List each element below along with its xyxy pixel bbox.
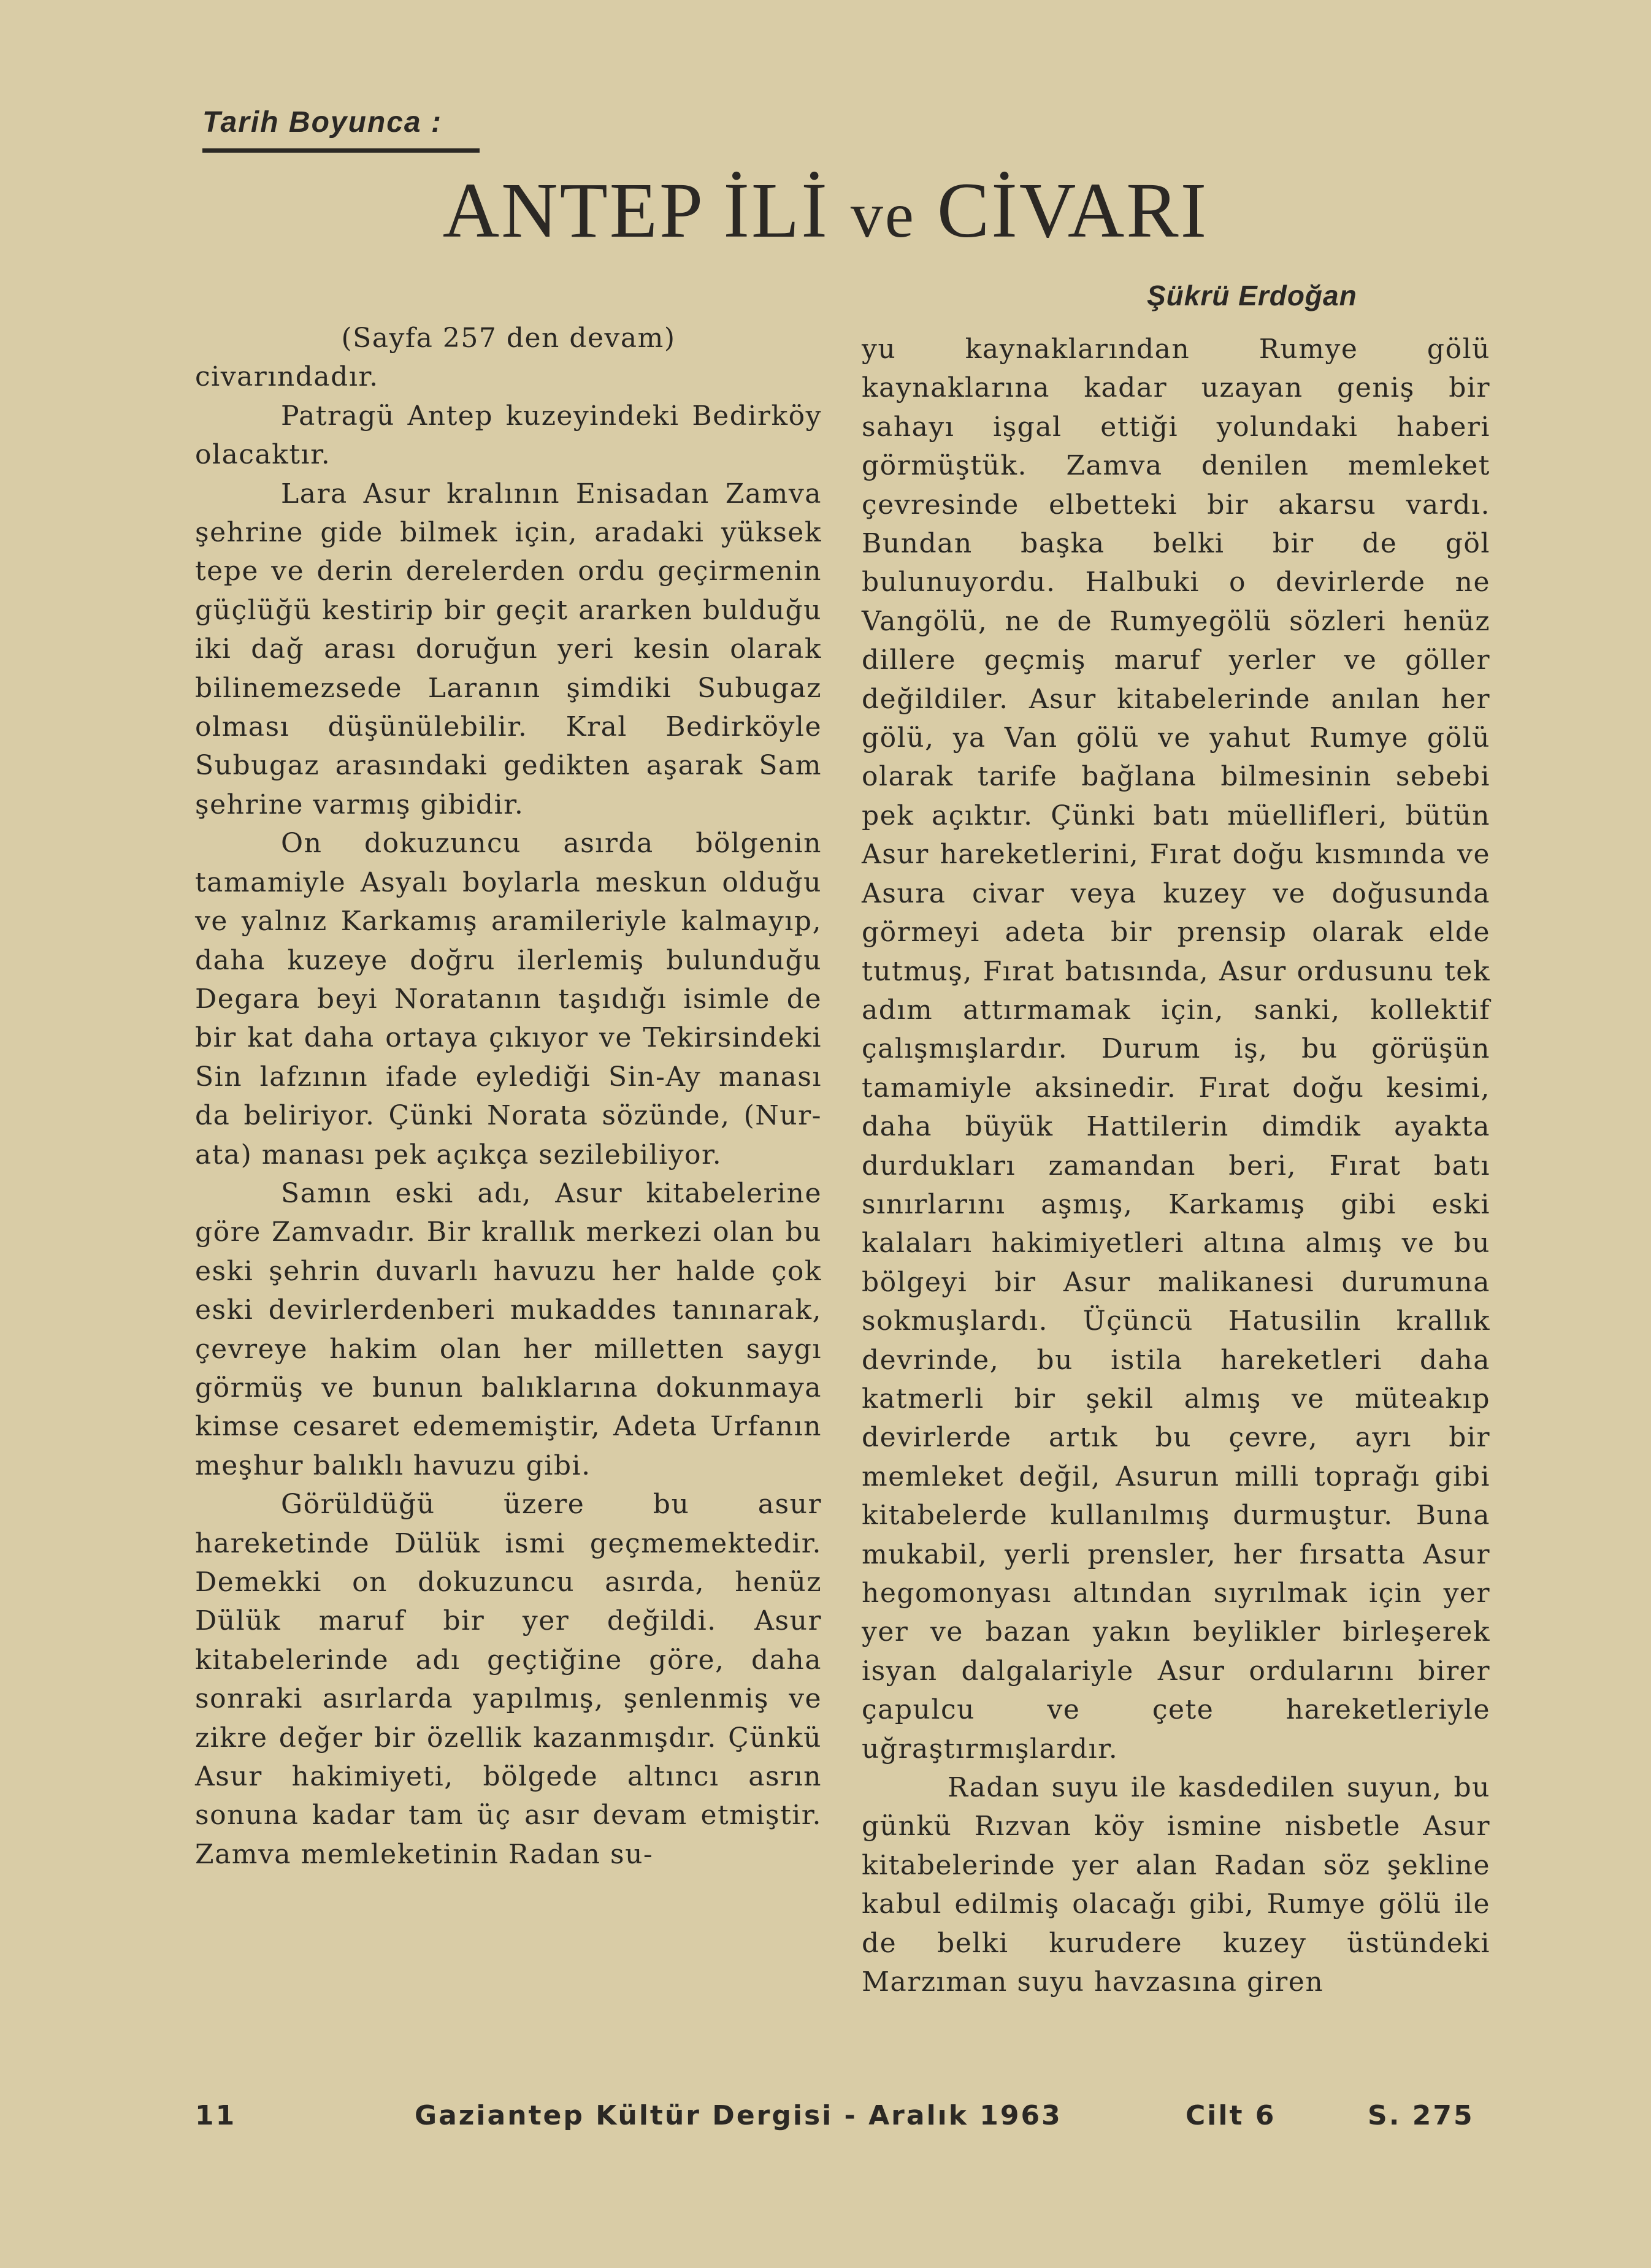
paragraph: civarındadır. bbox=[195, 361, 379, 393]
continuation-note: (Sayfa 257 den devam) bbox=[341, 323, 676, 354]
title-part-2: CİVARI bbox=[937, 167, 1209, 254]
paragraph: Radan suyu ile kasdedilen suyun, bu günkü Rızvan köy ismine nisbetle Asur kitabelerinde yer alan Radan söz şekline kabul edilmiş olacağı gibi, Rumye gölü ile de belki kurudere kuzey üstündeki Marzıman suyu havzasına giren bbox=[862, 1772, 1490, 1998]
article-title bbox=[0, 166, 1651, 256]
page-footer bbox=[195, 2100, 1490, 2137]
volume-number: Cilt 6 bbox=[1186, 2100, 1276, 2131]
paragraph: Patragü Antep kuzeyindeki Bedirköy olacaktır. bbox=[195, 400, 822, 471]
paragraph: Görüldüğü üzere bu asur hareketinde Dülük ismi geçmemektedir. Demekki on dokuzuncu asırda, henüz Dülük maruf bir yer değildi. Asur kitabelerinde adı geçtiğine göre, daha sonraki asırlarda yapılmış, şenlenmiş ve zikre değer bir özellik kazanmışdır. Çünkü Asur hakimiyeti, bölgede altıncı asrın sonuna kadar tam üç asır devam etmiştir. Zamva memleketinin Radan su- bbox=[195, 1489, 822, 1870]
article-author: Şükrü Erdoğan bbox=[1147, 280, 1357, 311]
paragraph: yu kaynaklarından Rumye gölü kaynaklarına kadar uzayan geniş bir sahayı işgal ettiği yolundaki haberi görmüştük. Zamva denilen memleket çevresinde elbetteki bir akarsu vardı. Bundan başka belki bir de göl bulunuyordu. Halbuki o devirlerde ne Vangölü, ne de Rumyegölü sözleri henüz dillere geçmiş maruf yerler ve göller değildiler. Asur kitabelerinde anılan her gölü, ya Van gölü ve yahut Rumye gölü olarak tarife bağlana bilmesinin sebebi pek açıktır. Çünki batı müellifleri, bütün Asur hareketlerini, Fırat doğu kısmında ve Asura civar veya kuzey ve doğusunda görmeyi adeta bir prensip olarak elde tutmuş, Fırat batısında, Asur ordusunu tek adım attırmamak için, sanki, kollektif çalışmışlardır. Durum iş, bu görüşün tamamiyle aksinedir. Fırat doğu kesimi, daha büyük Hattilerin dimdik ayakta durdukları zamandan beri, Fırat batı sınırlarını aşmış, Karkamış gibi eski kalaları hakimiyetleri altına almış ve bu bölgeyi bir Asur malikanesi durumuna sokmuşlardı. Üçüncü Hatusilin krallık devrinde, bu istila hareketleri daha katmerli bir şekil almış ve müteakıp devirlerde artık bu çevre, ayrı bir memleket değil, Asurun milli toprağı gibi kitabelerde kullanılmış durmuştur. Buna mukabil, yerli prensler, her fırsatta Asur hegomonyası altından sıyrılmak için yer yer ve bazan yakın beylikler birleşerek isyan dalgalariyle Asur ordularını birer çapulcu ve çete hareketleriyle uğraştırmışlardır. bbox=[862, 334, 1490, 1765]
left-column bbox=[195, 319, 822, 1874]
page-number: 11 bbox=[195, 2100, 237, 2131]
section-underline bbox=[202, 148, 480, 153]
title-conjunction: ve bbox=[850, 179, 916, 251]
right-column bbox=[862, 330, 1490, 2001]
section-label: Tarih Boyunca : bbox=[202, 106, 442, 139]
issue-number: S. 275 bbox=[1368, 2100, 1474, 2131]
paragraph: Lara Asur kralının Enisadan Zamva şehrine gide bilmek için, aradaki yüksek tepe ve derin derelerden ordu geçirmenin güçlüğü kestirip bir geçit ararken bulduğu iki dağ arası doruğun yeri kesin olarak bilinemezsede Laranın şimdiki Subugaz olması düşünülebilir. Kral Bedirköyle Subugaz arasındaki gedikten aşarak Sam şehrine varmış gibidir. bbox=[195, 478, 822, 820]
title-part-1: ANTEP İLİ bbox=[442, 167, 829, 254]
paragraph: On dokuzuncu asırda bölgenin tamamiyle Asyalı boylarla meskun olduğu ve yalnız Karkamış aramileriyle kalmayıp, daha kuzeye doğru ilerlemiş bulunduğu Degara beyi Noratanın taşıdığı isimle de bir kat daha ortaya çıkıyor ve Tekirsindeki Sin lafzının ifade eylediği Sin-Ay manası da beliriyor. Çünki Norata sözünde, (Nur-ata) manası pek açıkça sezilebiliyor. bbox=[195, 828, 822, 1170]
paragraph: Samın eski adı, Asur kitabelerine göre Zamvadır. Bir krallık merkezi olan bu eski şehrin duvarlı havuzu her halde çok eski devirlerdenberi mukaddes tanınarak, çevreye hakim olan her milletten saygı görmüş ve bunun balıklarına dokunmaya kimse cesaret edememiştir, Adeta Urfanın meşhur balıklı havuzu gibi. bbox=[195, 1177, 822, 1481]
journal-name: Gaziantep Kültür Dergisi - Aralık 1963 bbox=[415, 2100, 1062, 2131]
